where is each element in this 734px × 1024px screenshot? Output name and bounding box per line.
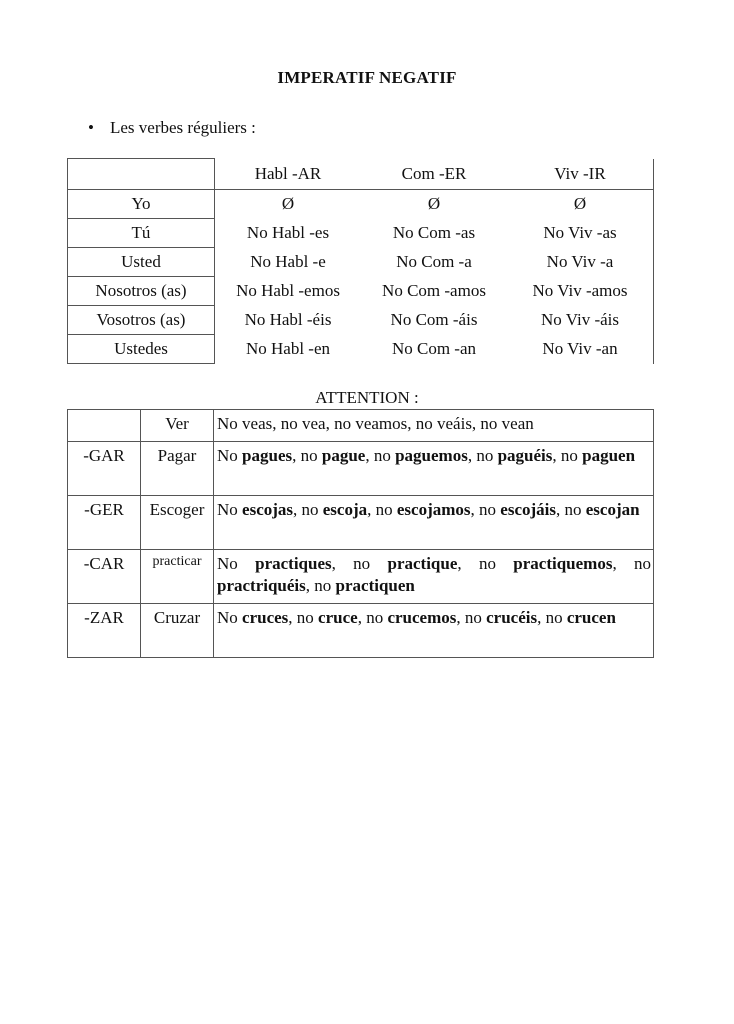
forms-cell: No escojas, no escoja, no escojamos, no escojáis, no escojan <box>214 496 654 550</box>
ar-cell: No Habl -en <box>215 335 362 364</box>
page-title: IMPERATIF NEGATIF <box>277 68 457 87</box>
table-row <box>68 410 654 442</box>
er-cell: No Com -as <box>392 223 476 242</box>
ending-cell: -CAR <box>68 550 141 604</box>
pronoun-cell: Yo <box>68 190 215 219</box>
ending-cell: -GER <box>68 496 141 550</box>
table-row <box>68 604 654 658</box>
verb-cell: Ver <box>141 410 214 442</box>
ending-cell: -GAR <box>68 442 141 496</box>
table-row <box>68 248 654 277</box>
pronoun-cell: Nosotros (as) <box>68 277 215 306</box>
table-row <box>68 219 654 248</box>
table-row <box>68 190 654 219</box>
ending-cell <box>68 410 141 442</box>
verb-cell: Pagar <box>141 442 214 496</box>
ir-cell: No Viv -amos <box>507 277 654 306</box>
subtitle-line <box>88 118 256 138</box>
pronoun-cell: Tú <box>68 219 215 248</box>
er-cell: No Com -a <box>396 252 472 271</box>
table-row <box>68 277 654 306</box>
table-row <box>68 550 654 604</box>
header-cell-ir: Viv -IR <box>507 159 654 190</box>
header-cell-ar: Habl -AR <box>215 159 362 190</box>
er-cell: Ø <box>427 194 441 214</box>
subtitle: Les verbes réguliers : <box>110 118 256 137</box>
er-cell: No Com -áis <box>390 310 478 329</box>
verb-cell: practicar <box>141 550 214 604</box>
bullet-icon: • <box>88 118 94 137</box>
er-cell: No Com -an <box>391 339 477 358</box>
ir-cell: No Viv -an <box>507 335 654 364</box>
forms-cell: No pagues, no pague, no paguemos, no paguéis, no paguen <box>214 442 654 496</box>
ir-cell: No Viv -a <box>507 248 654 277</box>
er-cell: No Com -amos <box>382 281 486 300</box>
attention-label: ATTENTION : <box>315 388 419 407</box>
ir-cell: No Viv -áis <box>507 306 654 335</box>
pronoun-cell: Ustedes <box>68 335 215 364</box>
table-row <box>68 306 654 335</box>
ar-cell: No Habl -es <box>215 219 362 248</box>
pronoun-cell: Vosotros (as) <box>68 306 215 335</box>
ar-cell: Ø <box>215 190 362 219</box>
table-row <box>68 442 654 496</box>
header-cell-empty <box>68 159 215 190</box>
ar-cell: No Habl -e <box>215 248 362 277</box>
ar-cell: No Habl -éis <box>215 306 362 335</box>
ir-cell: Ø <box>507 190 654 219</box>
ir-cell: No Viv -as <box>507 219 654 248</box>
header-cell-er: Com -ER <box>361 159 507 190</box>
forms-cell: No cruces, no cruce, no crucemos, no crucéis, no crucen <box>214 604 654 658</box>
ending-cell: -ZAR <box>68 604 141 658</box>
table-row <box>68 496 654 550</box>
pronoun-cell: Usted <box>68 248 215 277</box>
ar-cell: No Habl -emos <box>215 277 362 306</box>
forms-cell: No veas, no vea, no veamos, no veáis, no vean <box>214 410 654 442</box>
forms-cell: No practiques, no practique, no practiquemos, no practriquéis, no practiquen <box>214 550 654 604</box>
verb-cell: Escoger <box>141 496 214 550</box>
table-row <box>68 335 654 364</box>
verb-cell: Cruzar <box>141 604 214 658</box>
regular-verbs-table <box>67 158 654 364</box>
irregular-verbs-table <box>67 409 654 658</box>
table-header-row <box>68 159 654 190</box>
